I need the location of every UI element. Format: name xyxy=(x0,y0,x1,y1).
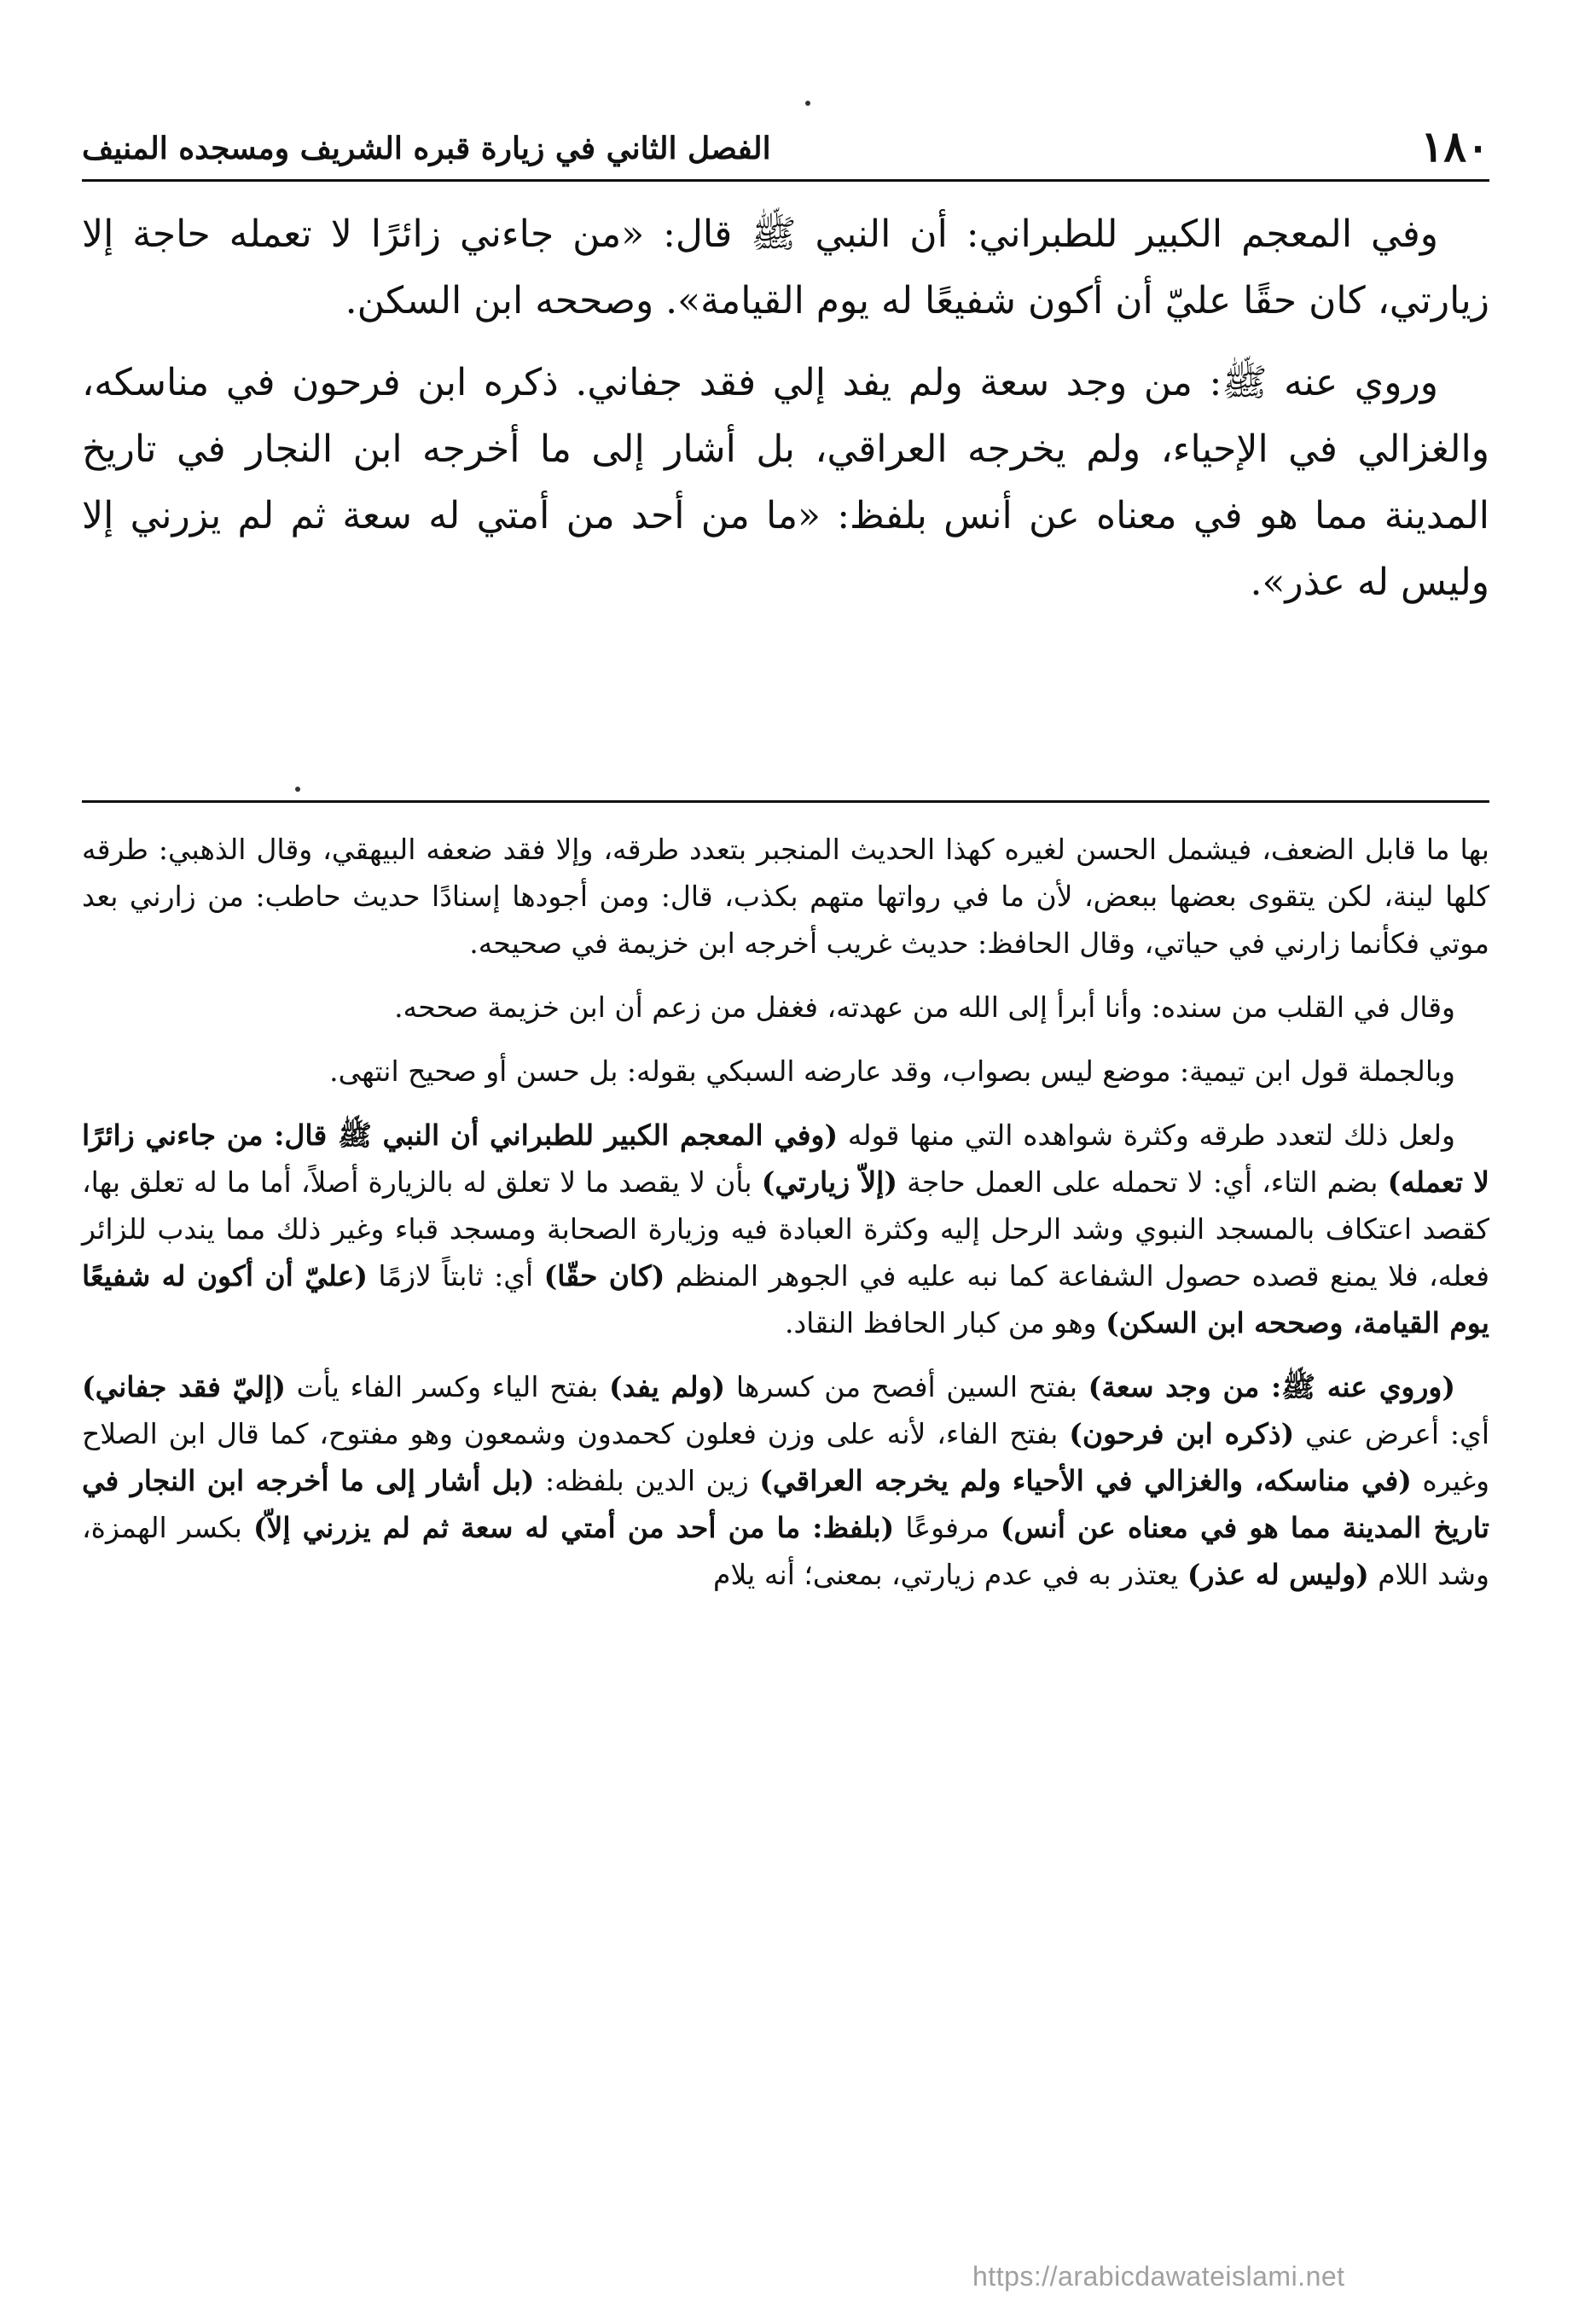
main-paragraph: وروي عنه ﷺ: من وجد سعة ولم يفد إلي فقد جفاني. ذكره ابن فرحون في مناسكه، والغزالي في الإحياء، ولم يخرجه العراقي، بل أشار إلى ما أخرجه ابن النجار في تاريخ المدينة مما هو في معناه عن أنس بلفظ: «ما من أحد من أمتي له سعة ثم لم يزرني إلا وليس له عذر». xyxy=(82,361,1489,604)
quoted-matn: (ذكره ابن فرحون) xyxy=(1069,1417,1295,1450)
commentary-paragraph xyxy=(82,1363,1489,1598)
quoted-matn: (إليّ فقد جفاني) xyxy=(82,1370,286,1403)
quoted-matn: (وفي المعجم الكبير للطبراني أن النبي ﷺ قال: من جاءني زائرًا لا تعمله) xyxy=(82,1118,1489,1199)
commentary-text: مرفوعًا xyxy=(905,1511,990,1544)
commentary-text: أي: أعرض عني xyxy=(1305,1417,1489,1450)
commentary-paragraph: وقال في القلب من سنده: وأنا أبرأ إلى الله من عهدته، فغفل من زعم أن ابن خزيمة صححه. xyxy=(394,991,1455,1024)
quoted-matn: (بلفظ: ما من أحد من أمتي له سعة ثم لم يزرني إلاّ) xyxy=(252,1511,895,1544)
commentary-text: بفتح الياء وكسر الفاء يأت xyxy=(296,1370,599,1403)
quoted-matn: (في مناسكه، والغزالي في الأحياء ولم يخرجه العراقي) xyxy=(759,1464,1412,1497)
quoted-matn: (وليس له عذر) xyxy=(1187,1558,1369,1591)
commentary-text: ولعل ذلك لتعدد طرقه وكثرة شواهده التي منها قوله xyxy=(847,1118,1455,1152)
print-speck xyxy=(805,101,810,106)
quoted-matn: (ولم يفد) xyxy=(609,1370,726,1403)
quoted-matn: (عليّ أن أكون له شفيعًا يوم القيامة، وصححه ابن السكن) xyxy=(82,1259,1489,1339)
commentary-paragraph xyxy=(82,1112,1489,1346)
commentary-text: بضم التاء، أي: لا تحمله على العمل حاجة xyxy=(907,1165,1379,1199)
quoted-matn: (وروي عنه ﷺ: من وجد سعة) xyxy=(1088,1370,1455,1403)
main-text xyxy=(82,201,1489,631)
commentary-text: يعتذر به في عدم زيارتي، بمعنى؛ أنه يلام xyxy=(713,1558,1179,1591)
page-number: ١٨٠ xyxy=(1420,121,1489,171)
running-title: الفصل الثاني في زيارة قبره الشريف ومسجده المنيف xyxy=(82,131,771,166)
commentary-text: وهو من كبار الحافظ النقاد. xyxy=(784,1306,1097,1339)
watermark-url: https://arabicdawateislami.net xyxy=(972,2261,1345,2292)
footnote-divider xyxy=(82,800,1489,803)
commentary xyxy=(82,826,1489,1615)
commentary-text: بفتح السين أفصح من كسرها xyxy=(735,1370,1077,1403)
commentary-text: بفتح الفاء، لأنه على وزن فعلون كحمدون وشمعون وهو مفتوح، كما قال ابن الصلاح وغيره xyxy=(82,1417,1490,1497)
commentary-text: أي: ثابتاً لازمًا xyxy=(378,1259,534,1293)
quoted-matn: (بل أشار إلى ما أخرجه ابن النجار في تاريخ المدينة مما هو في معناه عن أنس) xyxy=(82,1464,1489,1544)
quoted-matn: (إلاّ زيارتي) xyxy=(761,1165,897,1199)
page-header xyxy=(82,119,1489,182)
commentary-text: بأن لا يقصد ما لا تعلق له بالزيارة أصلاً، أما ما له تعلق بها، كقصد اعتكاف بالمسجد النبوي وشد الرحل إليه وكثرة العبادة فيه وزيارة الصحابة ومسجد قباء وغير ذلك مما يندب للزائر فعله، فلا يمنع قصده حصول الشفاعة كما نبه عليه في الجوهر المنظم xyxy=(82,1165,1489,1293)
main-paragraph: وفي المعجم الكبير للطبراني: أن النبي ﷺ قال: «من جاءني زائرًا لا تعمله حاجة إلا زيارتي، كان حقًا عليّ أن أكون شفيعًا له يوم القيامة». وصححه ابن السكن. xyxy=(82,212,1489,322)
commentary-paragraph: بها ما قابل الضعف، فيشمل الحسن لغيره كهذا الحديث المنجبر بتعدد طرقه، وإلا فقد ضعفه البيهقي، وقال الذهبي: طرقه كلها لينة، لكن يتقوى بعضها ببعض، لأن ما في رواتها متهم بكذب، قال: ومن أجودها إسنادًا حديث حاطب: من زارني بعد موتي فكأنما زارني في حياتي، وقال الحافظ: حديث غريب أخرجه ابن خزيمة في صحيحه. xyxy=(82,833,1489,960)
commentary-text: زين الدين بلفظه: xyxy=(545,1464,749,1497)
quoted-matn: (كان حقّا) xyxy=(543,1259,665,1293)
commentary-paragraph: وبالجملة قول ابن تيمية: موضع ليس بصواب، وقد عارضه السبكي بقوله: بل حسن أو صحيح انتهى. xyxy=(329,1055,1455,1088)
commentary-text: بكسر الهمزة، وشد اللام xyxy=(82,1511,1489,1591)
print-speck xyxy=(295,787,300,792)
